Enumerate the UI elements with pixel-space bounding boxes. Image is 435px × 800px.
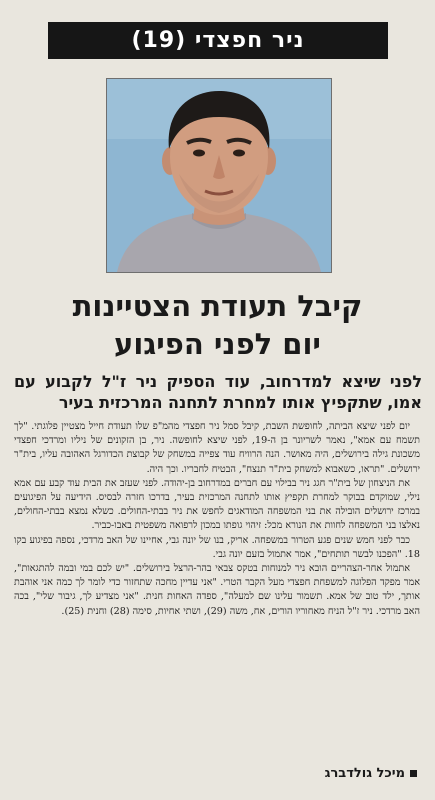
- body-paragraph: את הניצחון של בית"ר חגג ניר בבילוי עם חברים במדרחוב בן-יהודה. לפני שעזב את הבית עוד קבע עם אמא נילי, שמוקדם בבוקר למחרת תקפיץ אותו לתחנה המרכזית בעיר, בדרכו חזרה לבסיס. הידיעה על הפיגועים במרכז ירושלים הובילה את בני המשפחה המודאגים לחפש את ניר בבתי-החולים. כשלא נמצא בבתי-החולים, נאלצו בני המשפחה לחוות את הנורא מכל: זיהוי גופתו במכון לרפואה משפטית באבו-כביר.: [14, 477, 420, 532]
- body-paragraph: אתמול אחר-הצהריים הובא ניר למנוחות בטקס צבאי בהר-הרצל בירושלים. "יש לכם במי ובמה להתגאות", אמר מפקד הפלוגה למשפחת חפצדי מעל הקבר הטרי. "אני עדיין מחכה שתחזור כדי לומר לך כמה אני אוהבת אותך, ילד טוב של אמא. תשמור עלינו שם למעלה", ספדה האחות חנית. "אני מצדיע לך, גיבור שלי", בכה האב מרדכי. ניר ז"ל הניח מאחוריו הורים, אח, משה (29), ושתי אחיות, סימה (28) וחנית (25).: [14, 563, 420, 617]
- byline-author: מיכל גולדברג: [324, 766, 405, 781]
- headline-line-1: קיבל תעודת הצטיינות: [72, 289, 363, 323]
- portrait-photo: [106, 78, 332, 273]
- body-paragraph: יום לפני שיצא הביתה, לחופשת השבת, קיבל סמל ניר חפצדי מהמ"פ שלו תעודת חייל מצטיין פלוגתי. "לך תשמח עם אמא", נאמר לשריונר בן ה-19, לפני שיצא לחופשה. ניר, בן הזקונים של ניליו ומרדכי חפצדי משכונת גילה בירושלים, היה מאושר. הנה הרוויח עוד צפייה במשחק של קבוצת הכדורגל האהובה עליו, בית"ר ירושלים. "תראו, כשאבוא למשחק בית"ר תנצח", הבטיח לחבריו. וכך היה.: [14, 421, 420, 475]
- body-paragraph: כבר לפני חמש שנים פגע הטרור במשפחה. אריק, בנו של יונה גבי, אחיינו של האב מרדכי, נספה בפיגוע בקו 18. "הפכנו לבשר תותחים", אמר אתמול בזעם יונה גבי.: [14, 534, 420, 560]
- portrait-illustration: [107, 79, 331, 272]
- article-subhead: לפני שיצא למדרחוב, עוד הספיק ניר ז"ל לקבוע עם אמו, שתקפיץ אותו למחרת לתחנה המרכזית בעיר: [14, 372, 422, 412]
- byline: [325, 766, 417, 781]
- article-headline: [10, 287, 425, 363]
- headline-line-2: יום לפני הפיגוע: [114, 327, 321, 361]
- black-square-icon: [410, 770, 417, 777]
- header-title: ניר חפצדי (19): [131, 28, 305, 53]
- name-header: [48, 22, 388, 59]
- article-body: [14, 420, 420, 619]
